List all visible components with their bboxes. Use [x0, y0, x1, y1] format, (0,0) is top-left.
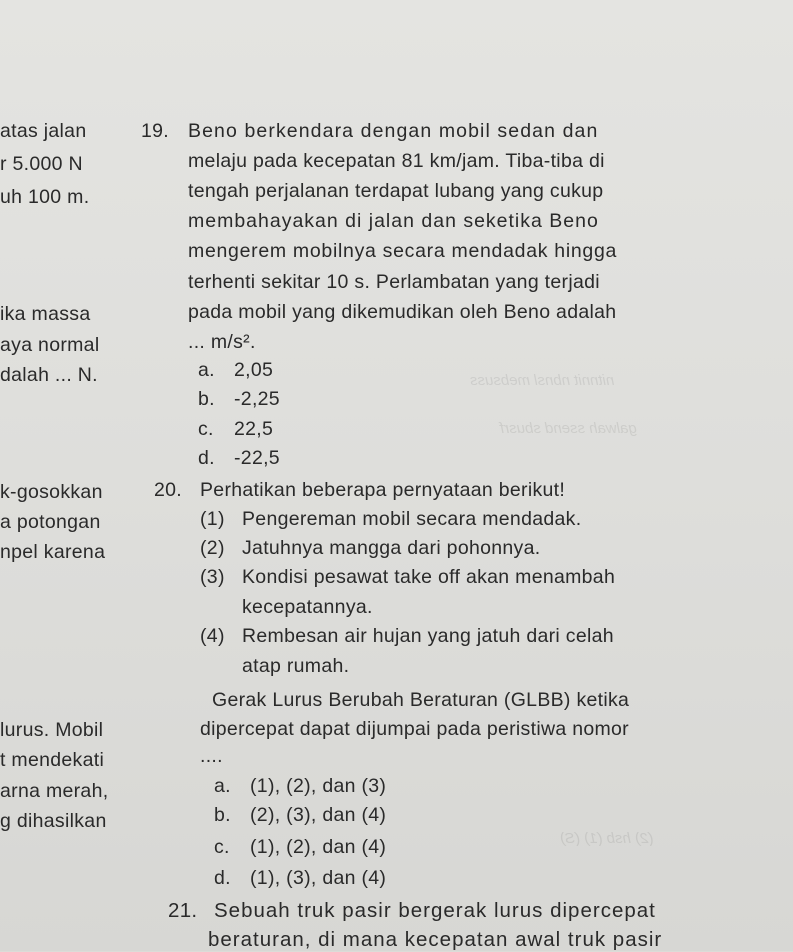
- question-text-line: Sebuah truk pasir bergerak lurus dipercepat: [214, 899, 656, 922]
- question-intro: Perhatikan beberapa pernyataan berikut!: [200, 479, 566, 501]
- option-letter: a.: [198, 359, 215, 381]
- option-text: (2), (3), dan (4): [250, 804, 387, 826]
- show-through-text: (2) hsb (1) (S): [560, 830, 654, 847]
- statement-continuation: atap rumah.: [242, 655, 350, 677]
- left-column-line: uh 100 m.: [0, 186, 90, 208]
- left-column-line: a potongan: [0, 511, 101, 533]
- option-text: 22,5: [234, 418, 274, 440]
- question-text-line: Beno berkendara dengan mobil sedan dan: [188, 120, 599, 142]
- left-column-line: ika massa: [0, 303, 91, 325]
- statement-continuation: kecepatannya.: [242, 596, 373, 618]
- left-column-line: npel karena: [0, 541, 106, 563]
- question-text-line: terhenti sekitar 10 s. Perlambatan yang terjadi: [188, 271, 600, 293]
- left-column-line: t mendekati: [0, 749, 105, 771]
- question-text-line: pada mobil yang dikemudikan oleh Beno adalah: [188, 301, 617, 323]
- statement-text: Pengereman mobil secara mendadak.: [242, 508, 582, 530]
- option-letter: b.: [198, 388, 215, 410]
- answer-option-c[interactable]: [198, 417, 273, 441]
- statement-item: [200, 624, 614, 648]
- answer-option-a[interactable]: [214, 774, 386, 798]
- option-letter: d.: [198, 447, 215, 469]
- statement-item: [200, 565, 615, 589]
- left-column-line: arna merah,: [0, 780, 109, 802]
- answer-option-d[interactable]: [214, 866, 386, 890]
- option-letter: c.: [198, 418, 214, 440]
- question-text-line: Gerak Lurus Berubah Beraturan (GLBB) ketika: [212, 689, 630, 711]
- left-column-line: lurus. Mobil: [0, 719, 104, 741]
- question-number: 20.: [154, 479, 183, 501]
- show-through-text: galwah ssend sbusrf: [500, 420, 637, 437]
- statement-text: Jatuhnya mangga dari pohonnya.: [242, 537, 541, 559]
- question-text-line: ... m/s².: [188, 331, 256, 353]
- left-column-line: r 5.000 N: [0, 153, 83, 175]
- left-column-line: k-gosokkan: [0, 481, 103, 503]
- statement-number: (3): [200, 566, 225, 588]
- question-text-line: tengah perjalanan terdapat lubang yang cukup: [188, 180, 604, 202]
- statement-item: [200, 507, 581, 531]
- option-letter: b.: [214, 804, 231, 826]
- question-text-line: membahayakan di jalan dan seketika Beno: [188, 210, 599, 232]
- option-text: -22,5: [234, 447, 280, 469]
- question-number: 19.: [141, 120, 170, 142]
- option-text: (1), (3), dan (4): [250, 867, 387, 889]
- answer-option-c[interactable]: [214, 835, 386, 859]
- question-text-line: melaju pada kecepatan 81 km/jam. Tiba-tiba di: [188, 150, 605, 172]
- answer-option-b[interactable]: [214, 803, 386, 827]
- statement-text: Kondisi pesawat take off akan menambah: [242, 566, 616, 588]
- left-column-line: atas jalan: [0, 120, 87, 142]
- option-text: (1), (2), dan (3): [250, 775, 387, 797]
- statement-text: Rembesan air hujan yang jatuh dari celah: [242, 625, 614, 647]
- left-column-line: dalah ... N.: [0, 364, 98, 386]
- statement-number: (2): [200, 537, 225, 559]
- statement-number: (1): [200, 508, 225, 530]
- option-letter: a.: [214, 775, 231, 797]
- question-text-line: ....: [200, 745, 223, 767]
- statement-number: (4): [200, 625, 225, 647]
- left-column-line: g dihasilkan: [0, 810, 107, 832]
- option-letter: c.: [214, 836, 230, 858]
- statement-item: [200, 536, 540, 560]
- question-text-line: beraturan, di mana kecepatan awal truk pasir: [208, 928, 663, 951]
- option-text: -2,25: [234, 388, 280, 410]
- answer-option-d[interactable]: [198, 446, 280, 470]
- question-text-line: mengerem mobilnya secara mendadak hingga: [188, 240, 618, 262]
- left-column-line: aya normal: [0, 334, 100, 356]
- answer-option-a[interactable]: [198, 358, 273, 382]
- question-number: 21.: [168, 899, 198, 922]
- show-through-text: nitnnit nbnsl mebsuss: [470, 372, 615, 389]
- option-text: (1), (2), dan (4): [250, 836, 387, 858]
- answer-option-b[interactable]: [198, 387, 280, 411]
- question-text-line: dipercepat dapat dijumpai pada peristiwa nomor: [200, 718, 629, 740]
- option-letter: d.: [214, 867, 231, 889]
- option-text: 2,05: [234, 359, 274, 381]
